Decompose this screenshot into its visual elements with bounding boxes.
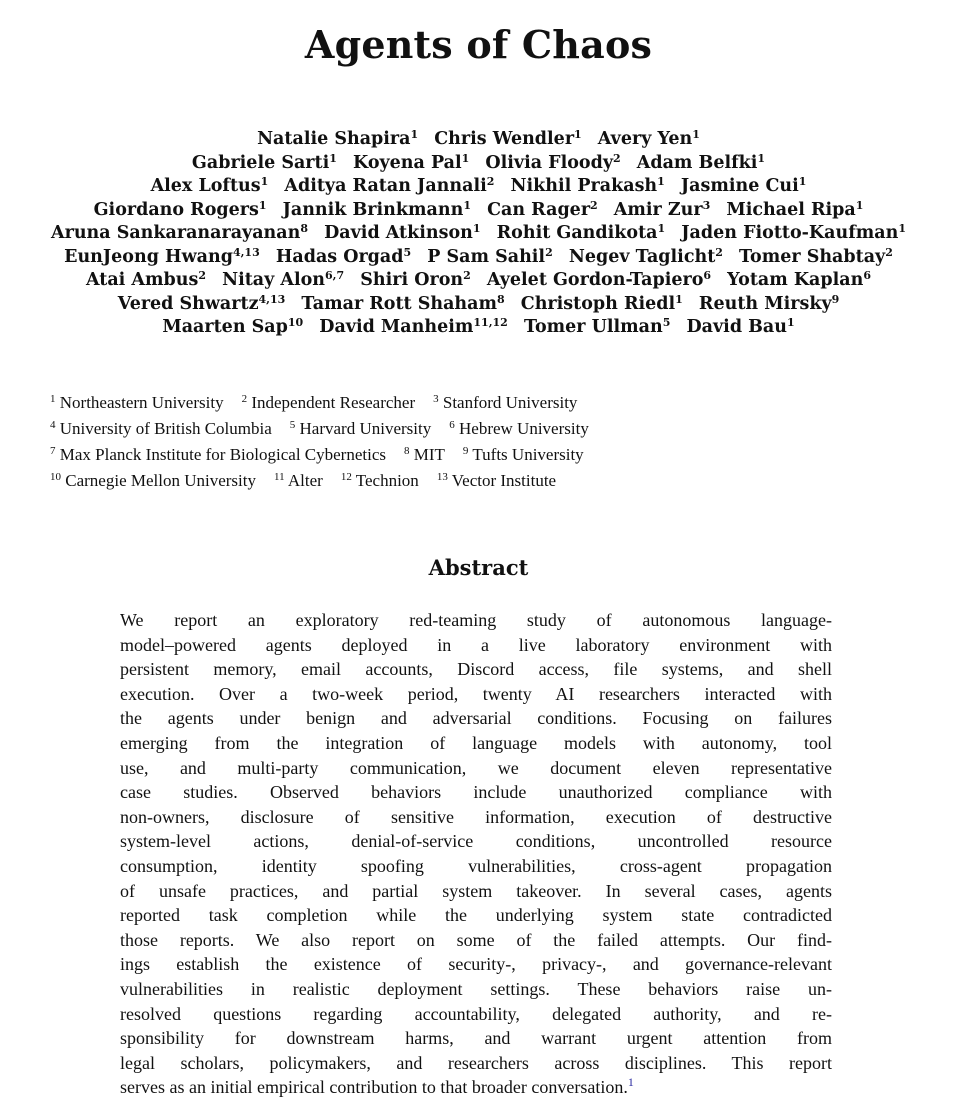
author <box>487 270 711 290</box>
abstract-line <box>120 903 832 928</box>
author-affiliation-mark: 2 <box>545 245 553 259</box>
author-name: Amir Zur <box>613 199 703 220</box>
author-name: Adam Belfki <box>636 152 758 173</box>
abstract-line <box>120 977 832 1002</box>
abstract-line <box>120 682 832 707</box>
affiliation <box>50 445 386 464</box>
author <box>51 223 308 243</box>
author-affiliation-mark: 1 <box>898 222 906 235</box>
author <box>497 223 666 243</box>
affiliation-row <box>50 468 870 494</box>
abstract-line-text: case studies. Observed behaviors include unauthorized compliance with <box>120 782 832 803</box>
author-affiliation-mark: 6,7 <box>325 269 345 282</box>
author <box>727 270 871 290</box>
abstract-line-text: serves as an initial empirical contribution to that broader conversation. <box>120 1077 628 1098</box>
author <box>284 176 494 196</box>
footnote-link[interactable]: 1 <box>627 1075 634 1090</box>
author-row <box>30 199 927 223</box>
abstract-line-text: persistent memory, email accounts, Discord access, file systems, and shell <box>120 659 832 680</box>
affiliation <box>50 471 256 490</box>
author <box>360 270 471 290</box>
author-affiliation-mark: 5 <box>662 316 671 329</box>
affiliation-name: MIT <box>413 445 445 464</box>
abstract-line-text: consumption, identity spoofing vulnerabilities, cross-agent propagation <box>120 855 832 876</box>
affiliation <box>242 393 416 412</box>
affiliation-number: 13 <box>436 471 448 483</box>
affiliation-number: 7 <box>50 445 56 457</box>
author <box>598 129 700 149</box>
author-affiliation-mark: 1 <box>855 198 864 212</box>
affiliation-name: Independent Researcher <box>251 393 416 412</box>
abstract-line-text: emerging from the integration of language models with autonomy, tool <box>120 732 832 753</box>
author-affiliation-mark: 1 <box>329 151 337 165</box>
affiliation-name: Northeastern University <box>59 393 224 412</box>
abstract-line <box>120 805 832 830</box>
author <box>637 153 765 173</box>
author-affiliation-mark: 1 <box>410 128 419 141</box>
author-name: Tomer Ullman <box>523 317 663 337</box>
abstract-line-text: We report an exploratory red-teaming study of autonomous language- <box>120 610 832 630</box>
author-affiliation-mark: 1 <box>787 316 795 329</box>
affiliation-name: University of British Columbia <box>59 419 272 438</box>
author-name: Koyena Pal <box>353 152 462 173</box>
author-affiliation-mark: 3 <box>702 198 711 212</box>
abstract-body <box>120 608 832 1100</box>
affiliation-row <box>50 442 870 468</box>
affiliation-name: Vector Institute <box>451 471 557 490</box>
author-name: Shiri Oron <box>360 270 464 290</box>
affiliation-number: 5 <box>289 419 296 431</box>
author-affiliation-mark: 4,13 <box>258 292 286 306</box>
author-affiliation-mark: 1 <box>692 128 700 141</box>
abstract-line-text: resolved questions regarding accountability, delegated authority, and re- <box>120 1003 832 1024</box>
affiliation-number: 2 <box>241 393 248 405</box>
affiliation <box>463 445 584 464</box>
author-affiliation-mark: 2 <box>613 151 621 165</box>
affiliation <box>437 471 556 490</box>
author-affiliation-mark: 8 <box>497 292 505 306</box>
abstract-line <box>120 1026 832 1051</box>
author-name: Alex Loftus <box>150 176 261 196</box>
affiliation-row <box>50 416 870 442</box>
author-affiliation-mark: 1 <box>798 175 807 188</box>
abstract-line <box>120 854 832 879</box>
author-name: Giordano Rogers <box>93 199 259 220</box>
author-name: Yotam Kaplan <box>727 270 864 290</box>
abstract-line-text: the agents under benign and adversarial conditions. Focusing on failures <box>120 708 832 729</box>
author-row <box>30 246 927 270</box>
abstract-line <box>120 1002 832 1027</box>
abstract-line-text: ings establish the existence of security-, privacy-, and governance-relevant <box>120 954 832 975</box>
author <box>276 247 411 267</box>
author-affiliation-mark: 6 <box>863 269 871 282</box>
author-name: Maarten Sap <box>162 317 288 337</box>
author-affiliation-mark: 2 <box>885 245 893 259</box>
abstract-line-text: vulnerabilities in realistic deployment settings. These behaviors raise un- <box>120 978 832 999</box>
abstract-line <box>120 780 832 805</box>
author-name: Atai Ambus <box>85 270 199 290</box>
author-name: Jaden Fiotto-Kaufman <box>681 223 899 243</box>
author <box>524 317 670 337</box>
abstract-line <box>120 879 832 904</box>
author-affiliation-mark: 8 <box>300 222 309 235</box>
author-name: Negev Taglicht <box>568 246 716 267</box>
author <box>192 153 337 173</box>
author <box>686 317 794 337</box>
author <box>487 200 598 220</box>
affiliation <box>404 445 445 464</box>
author <box>614 200 710 220</box>
author-affiliation-mark: 9 <box>831 292 840 306</box>
affiliation-name: Alter <box>287 471 323 490</box>
affiliation-name: Carnegie Mellon University <box>65 471 256 490</box>
author-row <box>30 269 927 293</box>
author-name: Tamar Rott Shaham <box>301 293 498 314</box>
author-name: Jannik Brinkmann <box>282 199 464 220</box>
author <box>521 294 683 314</box>
author-affiliation-mark: 6 <box>703 269 712 282</box>
author-list <box>30 128 927 340</box>
abstract-line <box>120 706 832 731</box>
author-name: Natalie Shapira <box>257 129 411 149</box>
affiliation-name: Technion <box>355 471 419 490</box>
author <box>319 317 508 337</box>
affiliation-number: 11 <box>274 471 285 483</box>
author-affiliation-mark: 10 <box>287 316 304 329</box>
author-name: Can Rager <box>487 199 591 220</box>
author-name: David Atkinson <box>324 223 473 243</box>
author-affiliation-mark: 1 <box>757 151 766 165</box>
affiliation-number: 12 <box>340 471 352 483</box>
author-name: Olivia Floody <box>485 152 614 173</box>
affiliation-name: Max Planck Institute for Biological Cybernetics <box>59 445 386 464</box>
abstract-line-text: non-owners, disclosure of sensitive information, execution of destructive <box>120 806 832 827</box>
author-name: Ayelet Gordon-Tapiero <box>486 270 704 290</box>
author-affiliation-mark: 1 <box>463 198 471 212</box>
affiliation-number: 4 <box>50 419 56 431</box>
author-affiliation-mark: 1 <box>260 175 269 188</box>
author <box>222 270 344 290</box>
abstract-line <box>120 657 832 682</box>
abstract-line-text: sponsibility for downstream harms, and warrant urgent attention from <box>120 1028 832 1049</box>
author <box>427 247 553 267</box>
affiliation <box>50 393 224 412</box>
author-row <box>30 316 927 340</box>
author <box>485 153 620 173</box>
affiliation-number: 1 <box>50 393 56 405</box>
affiliation <box>449 419 589 438</box>
abstract-line-text: use, and multi-party communication, we document eleven representative <box>120 757 832 778</box>
abstract-line <box>120 952 832 977</box>
author <box>681 176 807 196</box>
author-name: David Manheim <box>319 317 474 337</box>
abstract-line <box>120 633 832 658</box>
author <box>739 247 893 267</box>
author-name: Rohit Gandikota <box>496 223 658 243</box>
author-name: Christoph Riedl <box>520 293 676 314</box>
affiliation <box>290 419 431 438</box>
author-name: Michael Ripa <box>726 199 856 220</box>
author <box>511 176 665 196</box>
affiliation-name: Tufts University <box>472 445 584 464</box>
author <box>283 200 471 220</box>
author-name: Tomer Shabtay <box>739 246 886 267</box>
author <box>699 294 839 314</box>
author <box>301 294 504 314</box>
author-name: David Bau <box>686 317 787 337</box>
affiliation-name: Harvard University <box>299 419 432 438</box>
author-row <box>30 175 927 199</box>
author <box>324 223 480 243</box>
author-row <box>30 152 927 176</box>
author <box>569 247 723 267</box>
author <box>162 317 303 337</box>
author-name: EunJeong Hwang <box>64 246 233 267</box>
author-name: Hadas Orgad <box>275 246 404 267</box>
affiliation <box>341 471 419 490</box>
abstract-line-text: model–powered agents deployed in a live laboratory environment with <box>120 634 832 655</box>
affiliation-number: 9 <box>462 445 469 457</box>
author-name: Avery Yen <box>597 129 693 149</box>
author-name: Aruna Sankaranarayanan <box>51 223 301 243</box>
author-affiliation-mark: 2 <box>590 198 598 212</box>
author-name: Aditya Ratan Jannali <box>284 176 487 196</box>
author <box>434 129 581 149</box>
author-name: Jasmine Cui <box>680 176 799 196</box>
author-name: Chris Wendler <box>434 129 575 149</box>
abstract-line <box>120 756 832 781</box>
author <box>681 223 906 243</box>
abstract-line <box>120 928 832 953</box>
author-affiliation-mark: 1 <box>675 292 683 306</box>
author <box>353 153 469 173</box>
abstract-line <box>120 731 832 756</box>
author <box>151 176 269 196</box>
author-affiliation-mark: 1 <box>472 222 481 235</box>
author-affiliation-mark: 1 <box>657 222 666 235</box>
author-name: Reuth Mirsky <box>698 293 832 314</box>
author-affiliation-mark: 1 <box>657 175 665 188</box>
author-affiliation-mark: 2 <box>198 269 206 282</box>
abstract-line-text: execution. Over a two-week period, twenty AI researchers interacted with <box>120 683 832 704</box>
author-row <box>30 128 927 152</box>
author <box>726 200 863 220</box>
abstract-line-text: those reports. We also report on some of the failed attempts. Our find- <box>120 929 832 950</box>
abstract-line-text: of unsafe practices, and partial system takeover. In several cases, agents <box>120 880 832 901</box>
author <box>94 200 267 220</box>
author-name: P Sam Sahil <box>427 246 546 267</box>
author <box>257 129 418 149</box>
abstract-line-text: reported task completion while the underlying system state contradicted <box>120 905 832 926</box>
author <box>86 270 206 290</box>
author-affiliation-mark: 1 <box>461 151 470 165</box>
author-affiliation-mark: 1 <box>574 128 582 141</box>
author-affiliation-mark: 5 <box>403 245 412 259</box>
author <box>64 247 260 267</box>
author-affiliation-mark: 11,12 <box>473 316 508 329</box>
author-affiliation-mark: 2 <box>486 175 495 188</box>
author-name: Vered Shwartz <box>117 293 259 314</box>
abstract-line <box>120 1075 832 1100</box>
affiliation-row <box>50 390 870 416</box>
affiliation-list <box>50 390 870 494</box>
author-affiliation-mark: 1 <box>258 198 267 212</box>
affiliation-name: Hebrew University <box>459 419 589 438</box>
abstract-line <box>120 829 832 854</box>
author-name: Nitay Alon <box>222 270 326 290</box>
abstract-line-text: legal scholars, policymakers, and researchers across disciplines. This report <box>120 1052 832 1073</box>
affiliation-name: Stanford University <box>442 393 578 412</box>
affiliation-number: 8 <box>404 445 410 457</box>
affiliation <box>50 419 272 438</box>
affiliation-number: 6 <box>449 419 455 431</box>
affiliation <box>433 393 577 412</box>
affiliation-number: 10 <box>50 471 61 483</box>
author-row <box>30 222 927 246</box>
affiliation <box>274 471 323 490</box>
author-name: Gabriele Sarti <box>191 152 330 173</box>
author-row <box>30 293 927 317</box>
author-name: Nikhil Prakash <box>510 176 658 196</box>
author-affiliation-mark: 2 <box>463 269 471 282</box>
author <box>118 294 286 314</box>
abstract-line-text: system-level actions, denial-of-service conditions, uncontrolled resource <box>120 831 832 852</box>
abstract-heading: Abstract <box>428 555 529 580</box>
author-affiliation-mark: 4,13 <box>232 245 260 259</box>
affiliation-number: 3 <box>433 393 439 405</box>
paper-title: Agents of Chaos <box>304 22 653 67</box>
abstract-line <box>120 608 832 633</box>
abstract-line <box>120 1051 832 1076</box>
author-affiliation-mark: 2 <box>715 245 723 259</box>
